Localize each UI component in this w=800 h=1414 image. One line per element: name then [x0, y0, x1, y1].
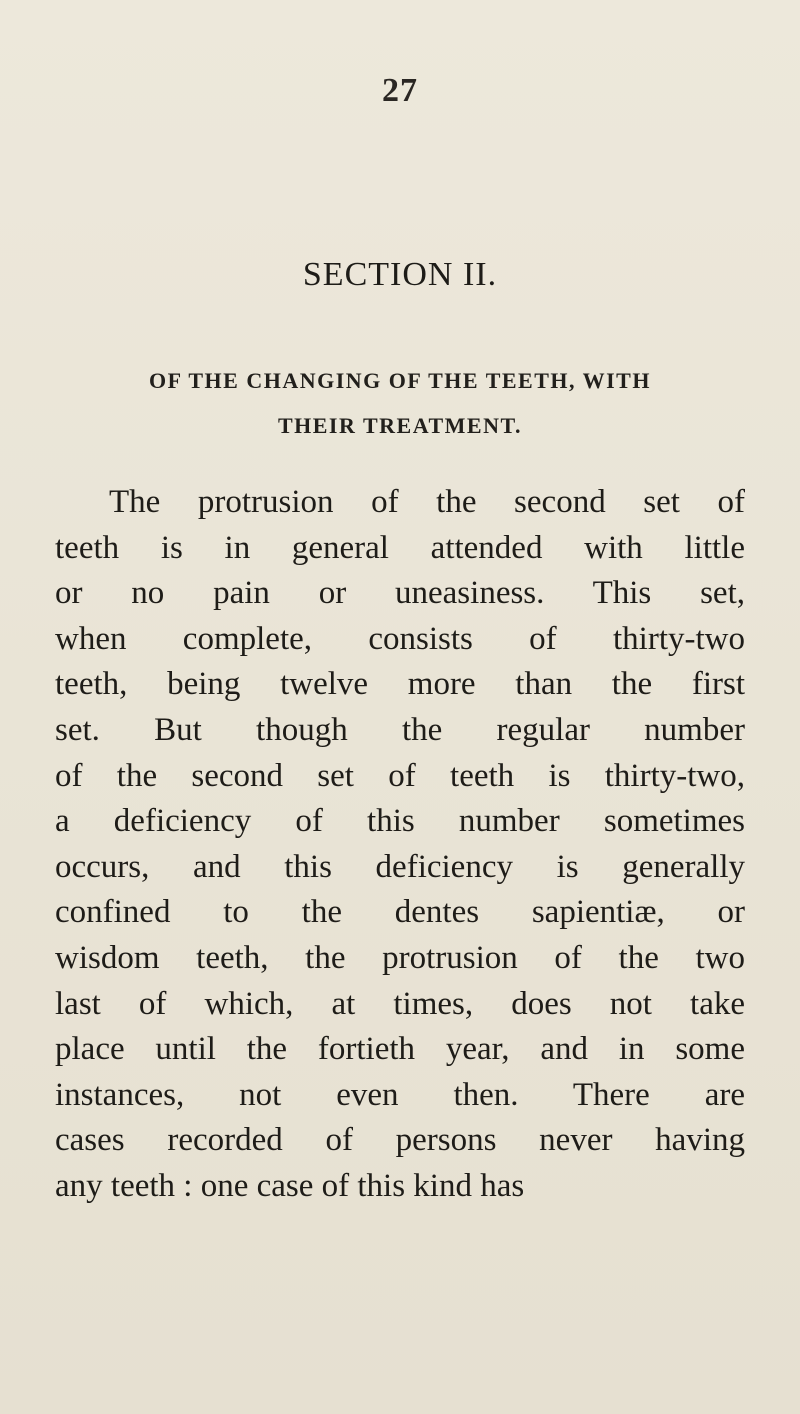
- text-line: confined to the dentes sapientiæ, or: [55, 894, 745, 931]
- page-number: 27: [382, 72, 418, 109]
- text-line: wisdom teeth, the protrusion of the two: [55, 939, 745, 976]
- body-paragraph: [55, 480, 745, 1210]
- text-line: teeth, being twelve more than the first: [55, 666, 745, 703]
- section-subtitle-line-1: OF THE CHANGING OF THE TEETH, WITH: [149, 368, 651, 393]
- text-line: any teeth : one case of this kind has: [55, 1167, 525, 1204]
- text-line: set. But though the regular number: [55, 711, 745, 748]
- text-line: when complete, consists of thirty-two: [55, 620, 745, 657]
- text-line: teeth is in general attended with little: [55, 529, 745, 566]
- text-line: or no pain or uneasiness. This set,: [55, 575, 745, 612]
- text-line: The protrusion of the second set of: [109, 484, 745, 520]
- section-heading: SECTION II.: [302, 256, 498, 293]
- text-line: a deficiency of this number sometimes: [55, 803, 745, 840]
- text-line: instances, not even then. There are: [55, 1076, 745, 1113]
- section-subtitle-line-2: THEIR TREATMENT.: [277, 413, 523, 438]
- text-line: occurs, and this deficiency is generally: [55, 848, 745, 885]
- text-line: cases recorded of persons never having: [55, 1122, 745, 1159]
- text-line: of the second set of teeth is thirty-two,: [55, 757, 745, 794]
- text-line: place until the fortieth year, and in some: [55, 1031, 745, 1068]
- text-line: last of which, at times, does not take: [55, 985, 745, 1022]
